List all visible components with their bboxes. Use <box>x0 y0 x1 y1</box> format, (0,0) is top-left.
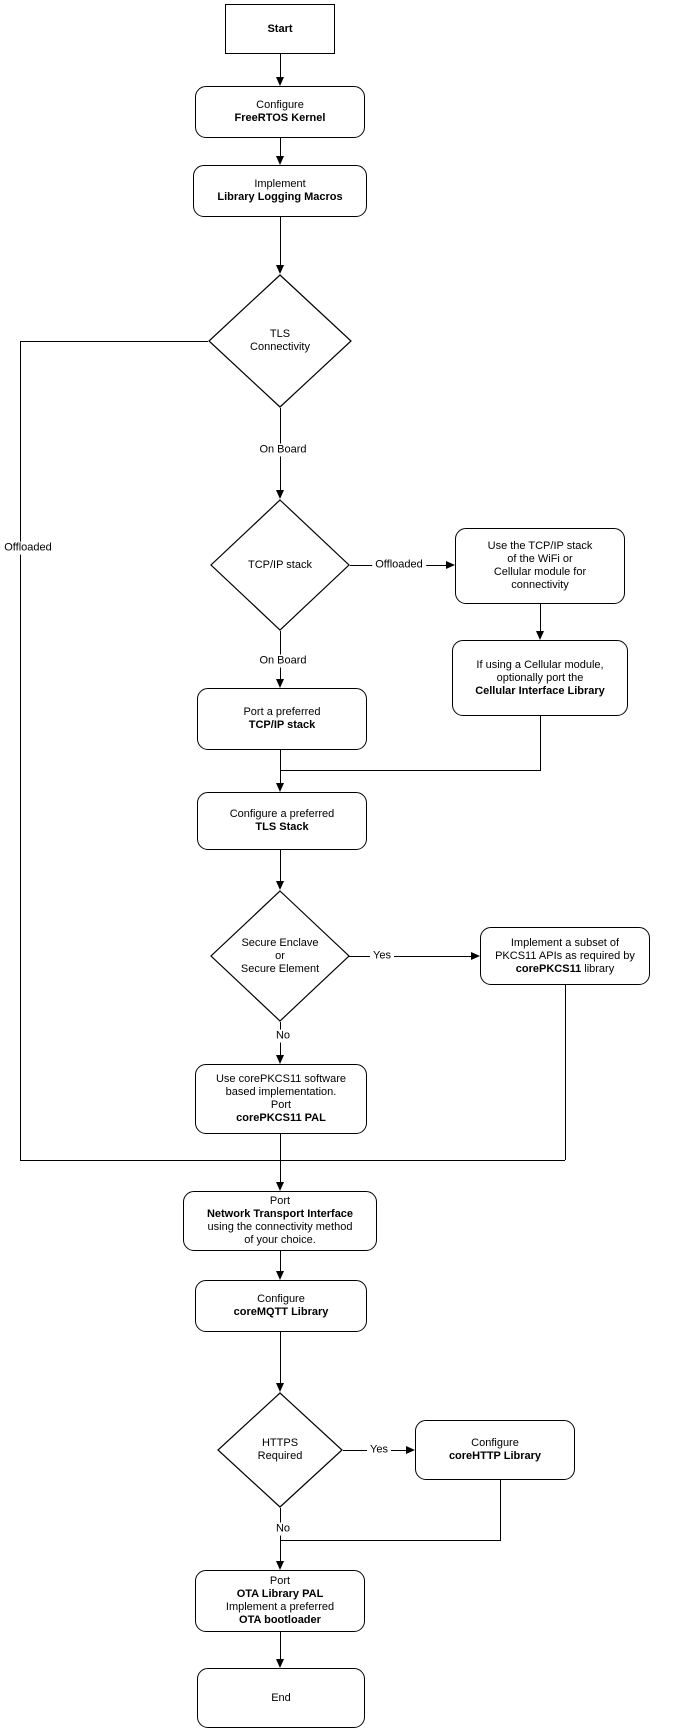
node-pkcs11-apis <box>480 927 650 985</box>
node-start <box>225 4 335 54</box>
edge-label-on-board-1: On Board <box>256 444 309 457</box>
node-text: Configure a preferred <box>229 808 335 820</box>
connector-line <box>280 750 281 784</box>
node-text: Configure <box>257 1293 305 1305</box>
arrowhead-down-icon <box>276 1182 284 1191</box>
node-cellular-interface-library <box>452 640 628 716</box>
node-text: Library Logging Macros <box>217 191 343 203</box>
edge-label-no-secure: No <box>273 1030 293 1043</box>
node-text: corePKCS11 library <box>515 962 615 975</box>
node-configure-coremqtt <box>195 1280 367 1332</box>
arrowhead-down-icon <box>536 631 544 640</box>
connector-line <box>280 1632 281 1660</box>
arrowhead-down-icon <box>276 783 284 792</box>
node-text: TCP/IP stack <box>248 719 316 731</box>
arrowhead-right-icon <box>446 561 455 569</box>
node-use-offloaded-tcpip-stack <box>455 528 625 604</box>
node-text: Cellular Interface Library <box>475 684 605 697</box>
arrowhead-down-icon <box>276 679 284 688</box>
connector-line <box>281 770 541 771</box>
decision-secure-enclave <box>210 890 350 1022</box>
arrowhead-down-icon <box>276 1383 284 1392</box>
arrowhead-right-icon <box>471 952 480 960</box>
node-text: Port <box>270 1099 292 1111</box>
arrowhead-right-icon <box>406 1446 415 1454</box>
node-text: TLS Stack <box>255 821 309 833</box>
node-text: corePKCS11 PAL <box>236 1112 326 1124</box>
connector-line <box>348 956 472 957</box>
node-port-tcpip-stack <box>197 688 367 750</box>
connector-line <box>280 1134 281 1183</box>
node-text: using the connectivity method <box>207 1221 353 1233</box>
decision-text: TLS Connectivity <box>250 328 310 353</box>
connector-line <box>280 850 281 882</box>
edge-label-yes-secure: Yes <box>370 950 394 963</box>
connector-line <box>280 138 281 157</box>
edge-label-yes-https: Yes <box>367 1444 391 1457</box>
connector-line <box>280 1332 281 1384</box>
node-text: OTA Library PAL <box>236 1588 324 1600</box>
arrowhead-down-icon <box>276 156 284 165</box>
node-text: OTA bootloader <box>239 1614 321 1626</box>
node-text: coreHTTP Library <box>448 1450 542 1462</box>
edge-label-offloaded-2: Offloaded <box>372 559 426 572</box>
node-text: Use corePKCS11 software <box>215 1073 347 1085</box>
decision-tls-connectivity <box>208 274 352 408</box>
connector-line <box>20 1160 565 1161</box>
node-text: If using a Cellular module, <box>476 658 604 671</box>
connector-line <box>280 1251 281 1272</box>
edge-label-no-https: No <box>273 1523 293 1536</box>
edge-label-offloaded-left: Offloaded <box>1 542 55 555</box>
node-text: Network Transport Interface <box>206 1208 354 1220</box>
arrowhead-down-icon <box>276 265 284 274</box>
arrowhead-down-icon <box>276 490 284 499</box>
node-text: based implementation. <box>225 1086 337 1098</box>
connector-line <box>280 54 281 78</box>
node-end <box>197 1668 365 1728</box>
node-network-transport-interface <box>183 1191 377 1251</box>
node-text: coreMQTT Library <box>233 1306 329 1318</box>
connector-line <box>540 604 541 632</box>
node-library-logging-macros <box>193 165 367 217</box>
node-text: optionally port the <box>496 671 584 684</box>
arrowhead-down-icon <box>276 1055 284 1064</box>
node-text: Configure <box>256 99 304 111</box>
connector-line <box>540 716 541 770</box>
node-text: Port a preferred <box>243 706 321 718</box>
node-configure-corehttp <box>415 1420 575 1480</box>
decision-text: HTTPS Required <box>257 1437 303 1462</box>
node-text: End <box>271 1691 291 1704</box>
node-text: Port <box>269 1195 291 1207</box>
node-text: Implement <box>254 178 306 190</box>
connector-line <box>500 1480 501 1540</box>
node-text: Cellular module for <box>493 566 587 578</box>
arrowhead-down-icon <box>276 1659 284 1668</box>
decision-text: Secure Enclave or Secure Element <box>240 936 320 975</box>
edge-label-on-board-2: On Board <box>256 655 309 668</box>
arrowhead-down-icon <box>276 881 284 890</box>
node-text: PKCS11 APIs as required by <box>495 949 635 962</box>
node-ota-library-pal <box>195 1570 365 1632</box>
node-text: Implement a subset of <box>510 936 620 949</box>
decision-tcpip-stack <box>210 499 350 631</box>
node-configure-tls-stack <box>197 792 367 850</box>
node-text: FreeRTOS Kernel <box>234 112 326 124</box>
node-configure-freertos-kernel <box>195 86 365 138</box>
node-text: Port <box>269 1575 291 1587</box>
decision-text: TCP/IP stack <box>248 558 312 571</box>
connector-line <box>280 217 281 266</box>
node-text: Use the TCP/IP stack <box>487 540 593 552</box>
node-text: Implement a preferred <box>225 1601 335 1613</box>
connector-line <box>281 1540 501 1541</box>
node-text: connectivity <box>511 579 569 591</box>
node-pkcs11-pal <box>195 1064 367 1134</box>
connector-line <box>20 341 208 342</box>
arrowhead-down-icon <box>276 1561 284 1570</box>
node-text: Start <box>267 22 293 35</box>
arrowhead-down-icon <box>276 77 284 86</box>
connector-line <box>565 985 566 1160</box>
node-text: of your choice. <box>244 1234 316 1246</box>
decision-https-required <box>217 1392 343 1508</box>
connector-line <box>20 341 21 1160</box>
arrowhead-down-icon <box>276 1271 284 1280</box>
node-text: Configure <box>471 1437 519 1449</box>
node-text: of the WiFi or <box>507 553 573 565</box>
